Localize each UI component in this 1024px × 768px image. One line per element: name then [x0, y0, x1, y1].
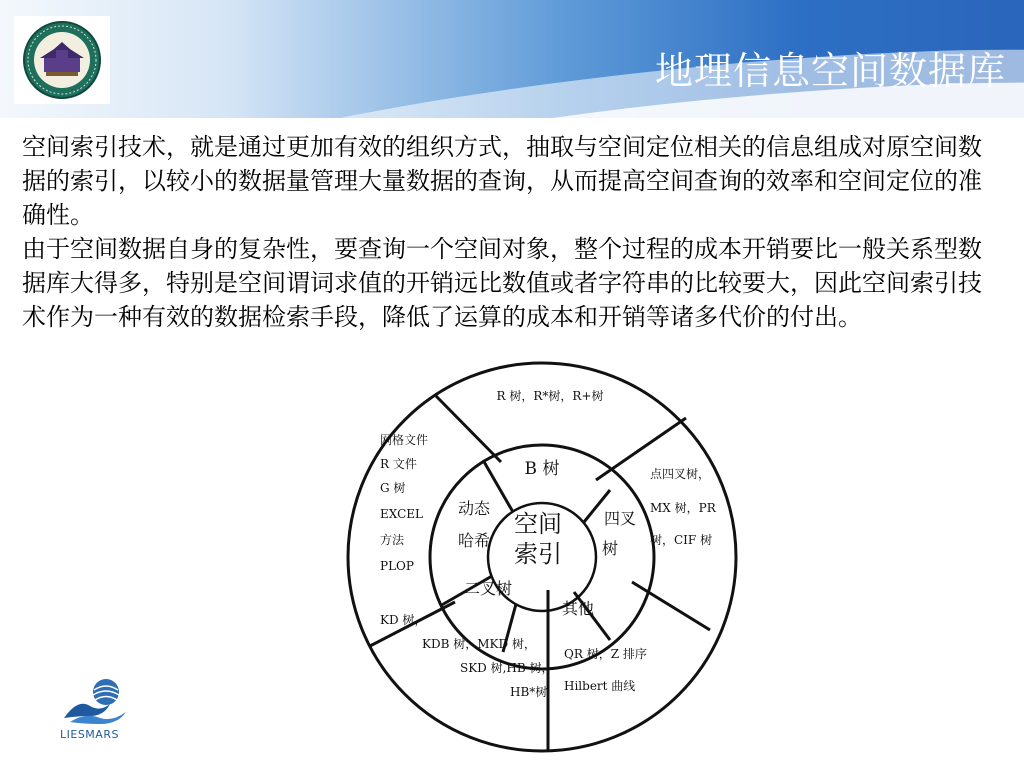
university-logo	[14, 16, 110, 104]
outer-left-3: G 树	[380, 481, 406, 495]
inner-hash-1: 动态	[457, 499, 491, 518]
paragraph-definition: 空间索引技术，就是通过更加有效的组织方式，抽取与空间定位相关的信息组成对原空间数据的索引，以较小的数据量管理大量数据的查询，从而提高空间查询的效率和空间定位的准确性。	[22, 133, 982, 229]
outer-left-2: R 文件	[380, 457, 417, 471]
inner-hash-2: 哈希	[457, 531, 491, 550]
outer-bottom-right-2: Hilbert 曲线	[564, 679, 636, 693]
inner-binary-tree: 二叉树	[463, 579, 513, 598]
liesmars-brand-text: LIESMARS	[60, 728, 119, 741]
outer-bottom-right-1: QR 树，Z 排序	[564, 647, 647, 661]
outer-left-1: 网格文件	[380, 433, 429, 447]
university-seal-icon	[20, 20, 104, 100]
slide-header	[0, 0, 1024, 118]
outer-bottom-left-2: KDB 树，MKD 树，	[422, 637, 536, 651]
inner-other: 其他	[561, 599, 595, 618]
body-text	[22, 130, 997, 334]
center-label-bottom: 索引	[514, 540, 562, 568]
inner-quadtree-2: 树	[601, 539, 619, 558]
outer-bottom-left-3: SKD 树,HB 树，	[460, 661, 554, 675]
inner-b-tree: B 树	[524, 459, 560, 479]
spatial-index-diagram	[328, 352, 756, 762]
outer-left-5: 方法	[380, 533, 405, 547]
outer-right-1: 点四叉树，	[650, 467, 711, 481]
outer-left-6: PLOP	[380, 559, 414, 573]
center-label-top: 空间	[514, 510, 562, 538]
liesmars-logo	[60, 676, 136, 746]
liesmars-logo-icon	[60, 676, 136, 726]
outer-right-3: 树，CIF 树	[650, 533, 713, 547]
outer-bottom-left-4: HB*树	[510, 685, 548, 699]
spatial-index-wheel	[328, 352, 756, 762]
paragraph-complexity: 由于空间数据自身的复杂性，要查询一个空间对象，整个过程的成本开销要比一般关系型数据库大得多，特别是空间谓词求值的开销远比数值或者字符串的比较要大，因此空间索引技术作为一种有效的数据检索手段，降低了运算的成本和开销等诸多代价的付出。	[22, 235, 982, 331]
outer-top-label: R 树，R*树，R+树	[496, 389, 604, 403]
outer-bottom-left-1: KD 树，	[380, 613, 427, 627]
outer-left-4: EXCEL	[380, 507, 424, 521]
inner-quadtree-1: 四叉	[603, 509, 637, 528]
outer-right-2: MX 树，PR	[650, 501, 716, 515]
page-title: 地理信息空间数据库	[654, 49, 1006, 93]
